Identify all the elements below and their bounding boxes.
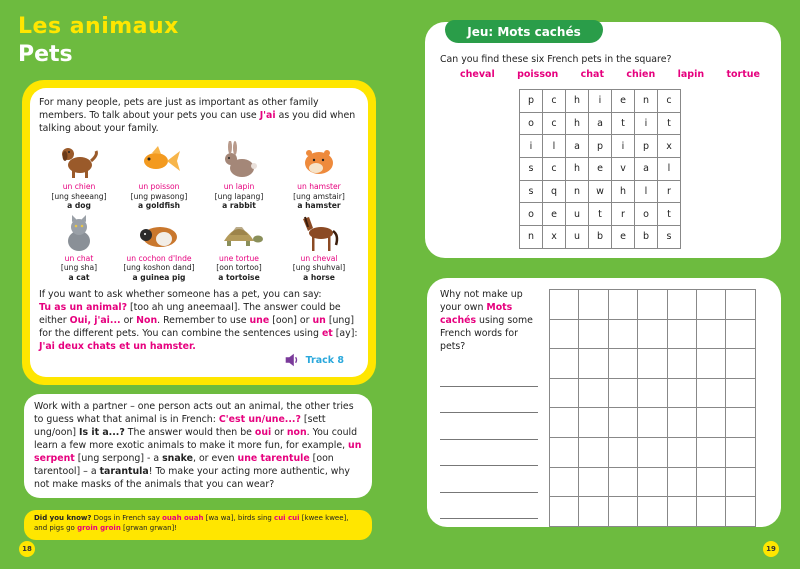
blank-grid-cell[interactable]	[726, 349, 755, 379]
blank-grid-cell[interactable]	[550, 378, 579, 408]
grid-cell[interactable]: l	[543, 135, 566, 158]
jai-phrase: J'ai	[259, 110, 276, 121]
pet-en-label: a tortoise	[218, 272, 260, 282]
blank-grid-cell[interactable]	[608, 437, 637, 467]
word-search-question: Can you find these six French pets in the square?	[440, 54, 672, 65]
grid-cell[interactable]: a	[589, 112, 612, 135]
ask-text: If you want to ask whether someone has a pet, you can say:	[39, 289, 322, 300]
hamster-icon	[294, 141, 344, 181]
partner-activity-card	[24, 394, 372, 498]
grid-cell[interactable]: u	[566, 203, 589, 226]
blank-grid-cell[interactable]	[579, 467, 608, 497]
text: [oon] or	[269, 315, 313, 326]
grid-cell[interactable]: o	[520, 203, 543, 226]
snake-word: snake	[162, 453, 193, 464]
pet-fr-label: un cheval	[300, 253, 338, 263]
word-item: chat	[580, 69, 604, 80]
grid-cell[interactable]: q	[543, 180, 566, 203]
blank-grid-cell[interactable]	[726, 378, 755, 408]
grid-cell[interactable]: i	[520, 135, 543, 158]
text: [ay]:	[332, 328, 358, 339]
pets-question-paragraph	[39, 288, 359, 353]
word-search-title: Jeu: Mots cachés	[445, 20, 603, 43]
grid-cell[interactable]: n	[520, 226, 543, 249]
example-sentence: J'ai deux chats et un hamster.	[39, 341, 196, 352]
pet-goldfish	[119, 141, 199, 211]
blank-grid-cell[interactable]	[579, 319, 608, 349]
pet-fr-label: un hamster	[297, 182, 341, 191]
pet-cat	[39, 213, 119, 283]
text: [kwee kwee], and pigs go	[34, 514, 349, 532]
ask-detail	[39, 301, 359, 353]
oui-phrase: Oui, j'ai...	[69, 315, 121, 326]
blank-grid-cell[interactable]	[667, 467, 696, 497]
grid-cell[interactable]: i	[612, 135, 635, 158]
blank-grid-cell[interactable]	[696, 408, 725, 438]
text: [oon tarentool] – a	[34, 453, 334, 477]
blank-grid-cell[interactable]	[726, 437, 755, 467]
blank-grid-cell[interactable]	[579, 497, 608, 527]
serpent-word: un serpent	[34, 440, 362, 464]
blank-grid-cell[interactable]	[667, 349, 696, 379]
blank-grid-row	[550, 319, 756, 349]
pets-grid	[39, 141, 359, 282]
blank-grid-row	[550, 497, 756, 527]
grid-cell[interactable]: h	[566, 158, 589, 181]
grid-cell[interactable]: h	[566, 112, 589, 135]
blank-grid-cell[interactable]	[579, 349, 608, 379]
did-you-know-box	[24, 510, 372, 540]
is-it-phrase: Is it a...?	[79, 427, 125, 438]
blank-grid-cell[interactable]	[608, 290, 637, 320]
blank-grid-cell[interactable]	[667, 378, 696, 408]
blank-grid-cell[interactable]	[726, 467, 755, 497]
make-your-own-prompt	[440, 288, 544, 353]
grid-cell[interactable]: n	[566, 180, 589, 203]
pet-en-label: a cat	[68, 272, 90, 282]
grid-cell[interactable]: t	[612, 112, 635, 135]
non-phrase: Non	[136, 315, 158, 326]
text: Dogs in French say	[91, 514, 163, 522]
pet-fr-label: un poisson	[138, 182, 180, 191]
blank-grid-cell[interactable]	[638, 437, 667, 467]
blank-grid-cell[interactable]	[696, 349, 725, 379]
grid-cell[interactable]: h	[566, 90, 589, 113]
pet-pronunciation: [ung sheeang]	[51, 191, 107, 201]
blank-grid-cell[interactable]	[696, 319, 725, 349]
pet-horse	[279, 213, 359, 283]
blank-grid-cell[interactable]	[579, 408, 608, 438]
text: . Remember to use	[157, 315, 250, 326]
blank-grid-cell[interactable]	[667, 437, 696, 467]
text: [sett ung/oon]	[34, 414, 326, 438]
pet-en-label: a goldfish	[137, 201, 180, 210]
blank-grid-cell[interactable]	[579, 378, 608, 408]
mots-caches-phrase: Mots cachés	[440, 302, 513, 326]
grid-cell[interactable]: e	[612, 226, 635, 249]
grid-row	[520, 90, 681, 113]
tortoise-icon	[214, 213, 264, 253]
blank-grid-cell[interactable]	[550, 467, 579, 497]
guinea-pig-icon	[134, 213, 184, 253]
blank-grid-cell[interactable]	[608, 319, 637, 349]
blank-grid-cell[interactable]	[579, 437, 608, 467]
text: [grwan grwan]!	[120, 524, 178, 532]
blank-grid-row	[550, 467, 756, 497]
pet-pronunciation: [ung sha]	[60, 263, 98, 272]
blank-grid-cell[interactable]	[726, 497, 755, 527]
grid-cell[interactable]: t	[658, 203, 681, 226]
blank-grid-cell[interactable]	[696, 497, 725, 527]
pet-en-label: a horse	[303, 272, 335, 282]
word-item: lapin	[677, 69, 705, 80]
blank-grid-cell[interactable]	[550, 290, 579, 320]
blank-grid-cell[interactable]	[696, 467, 725, 497]
intro-text-2: as you did when talking about your family.	[39, 110, 356, 134]
grid-cell[interactable]: t	[658, 112, 681, 135]
oui-word: oui	[254, 427, 272, 438]
text: using some French words for pets?	[440, 315, 533, 352]
grid-cell[interactable]: i	[589, 90, 612, 113]
blank-grid-cell[interactable]	[667, 497, 696, 527]
horse-icon	[294, 213, 344, 253]
word-item: chien	[626, 69, 656, 80]
blank-grid-cell[interactable]	[667, 408, 696, 438]
word-item: tortue	[726, 69, 760, 80]
blank-grid-cell[interactable]	[638, 290, 667, 320]
blank-grid-cell[interactable]	[638, 497, 667, 527]
blank-grid-cell[interactable]	[726, 319, 755, 349]
blank-grid-cell[interactable]	[696, 378, 725, 408]
pet-tortoise	[199, 213, 279, 283]
intro-text-1: For many people, pets are just as important as other family members. To talk about your pets you can use	[39, 97, 319, 121]
blank-grid-cell[interactable]	[550, 349, 579, 379]
writing-lines[interactable]	[440, 360, 538, 519]
blank-grid-cell[interactable]	[550, 497, 579, 527]
tu-as-phrase: Tu as un animal?	[39, 302, 128, 313]
grid-row	[520, 180, 681, 203]
word-item: poisson	[517, 69, 559, 80]
grid-cell[interactable]: t	[589, 203, 612, 226]
cat-icon	[54, 213, 104, 253]
writing-line[interactable]	[440, 360, 538, 387]
grid-cell[interactable]: v	[612, 158, 635, 181]
word-list	[460, 69, 760, 80]
text: Work with a partner – one person acts out an animal, the other tries to guess what that animal is in French:	[34, 401, 354, 425]
blank-grid-cell[interactable]	[696, 437, 725, 467]
dog-sound: ouah ouah	[162, 514, 204, 522]
grid-cell[interactable]: s	[520, 180, 543, 203]
pet-en-label: a dog	[67, 201, 91, 210]
grid-cell[interactable]: b	[589, 226, 612, 249]
pet-fr-label: un chien	[62, 182, 96, 191]
word-item: cheval	[460, 69, 495, 80]
grid-cell[interactable]: x	[543, 226, 566, 249]
grid-row	[520, 203, 681, 226]
tarantula-word: tarantula	[99, 466, 149, 477]
pet-pronunciation: [oon tortoo]	[216, 263, 262, 272]
text: [wa wa], birds sing	[203, 514, 275, 522]
text: Why not make up your own	[440, 289, 523, 313]
grid-cell[interactable]: r	[658, 180, 681, 203]
pig-sound: groin groin	[77, 524, 121, 532]
writing-line[interactable]	[440, 413, 538, 440]
title-french: Les animaux	[18, 14, 179, 39]
blank-grid-row	[550, 290, 756, 320]
pet-en-label: a rabbit	[222, 201, 256, 210]
grid-row	[520, 112, 681, 135]
blank-grid-cell[interactable]	[726, 408, 755, 438]
pet-fr-label: un cochon d'Inde	[126, 253, 192, 263]
text: The answer would then be	[124, 427, 255, 438]
bird-sound: cui cui	[274, 514, 300, 522]
grid-cell[interactable]: a	[635, 158, 658, 181]
pet-fr-label: un lapin	[223, 182, 255, 191]
text: [too ah ung aneemaal]. The answer could be either	[39, 302, 341, 326]
writing-line[interactable]	[440, 440, 538, 467]
text: . You could learn a few more exotic animals to make it more fun, for example,	[34, 427, 358, 451]
audio-track[interactable]	[283, 351, 344, 369]
blank-grid-cell[interactable]	[638, 319, 667, 349]
grid-cell[interactable]: h	[612, 180, 635, 203]
grid-cell[interactable]: s	[520, 158, 543, 181]
tarentule-word: une tarentule	[237, 453, 310, 464]
writing-line[interactable]	[440, 466, 538, 493]
text: or	[120, 315, 137, 326]
grid-cell[interactable]: e	[589, 158, 612, 181]
title-english: Pets	[18, 42, 73, 67]
grid-cell[interactable]: r	[612, 203, 635, 226]
writing-line[interactable]	[440, 493, 538, 520]
grid-cell[interactable]: b	[635, 226, 658, 249]
grid-cell[interactable]: i	[635, 112, 658, 135]
grid-cell[interactable]: p	[635, 135, 658, 158]
blank-grid-cell[interactable]	[579, 290, 608, 320]
pet-pronunciation: [ung shuhval]	[292, 263, 346, 272]
blank-grid-cell[interactable]	[608, 467, 637, 497]
grid-cell[interactable]: c	[658, 90, 681, 113]
page-number-left: 18	[19, 541, 35, 557]
grid-cell[interactable]: c	[543, 112, 566, 135]
blank-grid-row	[550, 437, 756, 467]
pets-card	[30, 88, 368, 377]
blank-grid-cell[interactable]	[608, 349, 637, 379]
blank-grid-row	[550, 378, 756, 408]
blank-grid-cell[interactable]	[550, 437, 579, 467]
pet-pronunciation: [ung pwasong]	[130, 191, 188, 201]
grid-cell[interactable]: e	[543, 203, 566, 226]
blank-grid-cell[interactable]	[638, 349, 667, 379]
pet-dog	[39, 141, 119, 211]
text: [ung] for the different pets. You can combine the sentences using	[39, 315, 354, 339]
goldfish-icon	[134, 141, 184, 181]
blank-grid-cell[interactable]	[638, 467, 667, 497]
blank-grid-row	[550, 408, 756, 438]
blank-grid-cell[interactable]	[608, 497, 637, 527]
pet-pronunciation: [ung koshon dand]	[123, 263, 195, 272]
pet-en-label: a guinea pig	[132, 272, 186, 282]
pet-fr-label: un chat	[64, 253, 94, 263]
page-number-right: 19	[763, 541, 779, 557]
writing-line[interactable]	[440, 387, 538, 414]
grid-cell[interactable]: x	[658, 135, 681, 158]
grid-cell[interactable]: p	[520, 90, 543, 113]
pet-en-label: a hamster	[297, 201, 341, 210]
grid-cell[interactable]: w	[589, 180, 612, 203]
blank-grid-cell[interactable]	[638, 408, 667, 438]
grid-cell[interactable]: l	[658, 158, 681, 181]
word-search-grid	[519, 89, 681, 249]
grid-cell[interactable]: u	[566, 226, 589, 249]
grid-cell[interactable]: p	[589, 135, 612, 158]
grid-cell[interactable]: c	[543, 90, 566, 113]
text: [ung serpong] - a	[74, 453, 163, 464]
grid-row	[520, 135, 681, 158]
blank-grid-cell[interactable]	[550, 319, 579, 349]
rabbit-icon	[214, 141, 264, 181]
blank-grid-cell[interactable]	[638, 378, 667, 408]
text: ! To make your acting more authentic, why not make masks of the animals that you can wear?	[34, 466, 350, 490]
blank-grid-cell[interactable]	[550, 408, 579, 438]
grid-row	[520, 226, 681, 249]
grid-row	[520, 158, 681, 181]
did-you-know-label: Did you know?	[34, 514, 92, 522]
blank-grid[interactable]	[549, 289, 756, 527]
grid-cell[interactable]: o	[635, 203, 658, 226]
pets-intro	[39, 96, 359, 135]
non-word: non	[286, 427, 307, 438]
un-word: un	[312, 315, 326, 326]
speaker-icon	[283, 351, 301, 369]
blank-grid-row	[550, 349, 756, 379]
une-word: une	[249, 315, 270, 326]
grid-cell[interactable]: c	[543, 158, 566, 181]
grid-cell[interactable]: o	[520, 112, 543, 135]
pet-pronunciation: [ung lapang]	[214, 191, 264, 201]
dog-icon	[54, 141, 104, 181]
pet-rabbit	[199, 141, 279, 211]
grid-cell[interactable]: l	[635, 180, 658, 203]
grid-cell[interactable]: n	[635, 90, 658, 113]
cest-phrase: C'est un/une...?	[218, 414, 301, 425]
blank-grid-cell[interactable]	[696, 290, 725, 320]
pet-hamster	[279, 141, 359, 211]
blank-grid-cell[interactable]	[726, 290, 755, 320]
grid-cell[interactable]: s	[658, 226, 681, 249]
text: or	[271, 427, 287, 438]
pet-pronunciation: [ung amstair]	[293, 191, 345, 201]
pet-fr-label: une tortue	[219, 253, 259, 263]
track-label: Track 8	[305, 354, 344, 366]
pet-guinea-pig	[119, 213, 199, 283]
blank-grid-cell[interactable]	[667, 290, 696, 320]
blank-grid-cell[interactable]	[608, 378, 637, 408]
grid-cell[interactable]: e	[612, 90, 635, 113]
blank-grid-cell[interactable]	[608, 408, 637, 438]
et-word: et	[321, 328, 333, 339]
text: , or even	[192, 453, 238, 464]
grid-cell[interactable]: a	[566, 135, 589, 158]
blank-grid-cell[interactable]	[667, 319, 696, 349]
